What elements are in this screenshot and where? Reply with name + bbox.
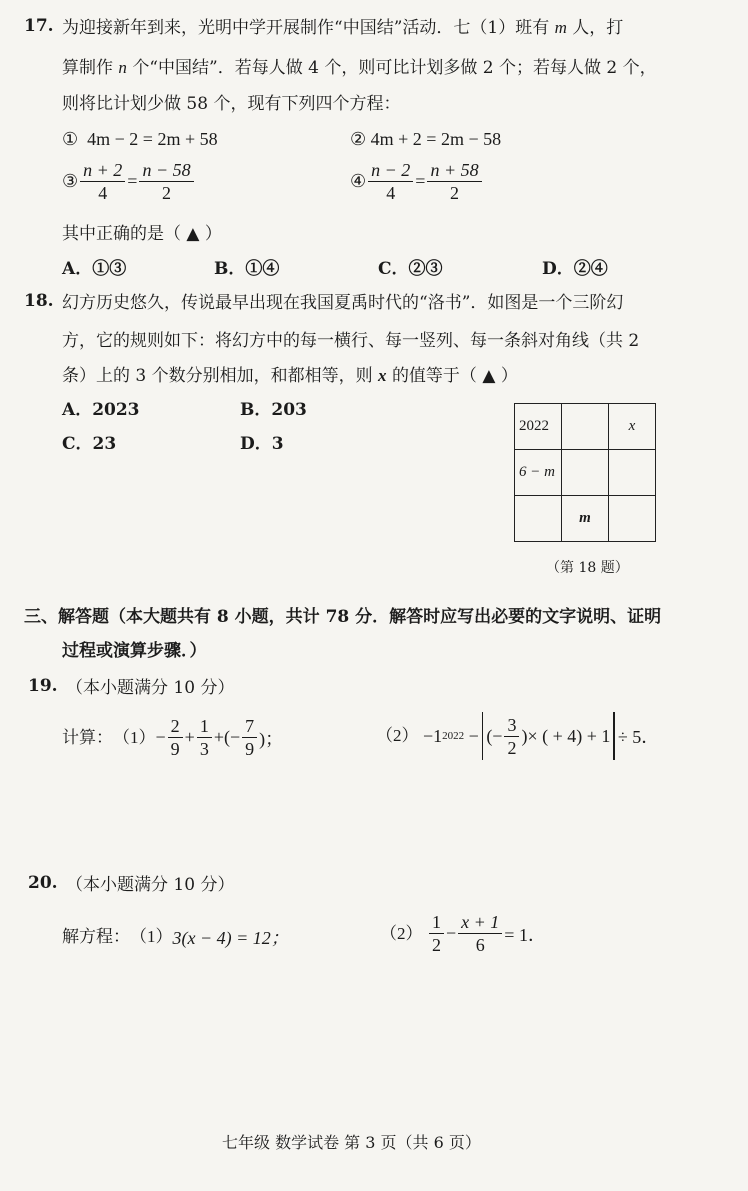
q19-score: （本小题满分 10 分） (66, 678, 235, 698)
q19-label: 计算： (62, 727, 113, 747)
section3-title: 三、解答题 (24, 607, 109, 627)
q17-eq4-right-fraction: $\frac{n + 58}{2}$ (427, 160, 481, 203)
q20-p1-equation: 3(x − 4) = 12； (172, 928, 289, 948)
q20-fraction: $\frac{1}{2}$ (429, 912, 444, 955)
q17-eq3 (62, 160, 196, 203)
q17-line1 (62, 16, 623, 40)
q17-eq3-left-fraction: $\frac{n + 2}{4}$ (80, 160, 125, 203)
q17-line2-a: 算制作 (62, 58, 113, 78)
q17-eq3-right-fraction: $\frac{n - 58}{2}$ (139, 160, 193, 203)
q18-line3-b: 的值等于（ ▲ ） (391, 366, 518, 386)
q19-fraction: $\frac{1}{3}$ (197, 716, 212, 759)
q17-eq4-left-fraction: $\frac{n - 2}{4}$ (368, 160, 413, 203)
grid-cell (515, 496, 562, 542)
grid-cell: 2022 (515, 404, 562, 450)
q18-number: 18. (24, 291, 54, 311)
grid-cell (609, 450, 656, 496)
q17-eq2 (350, 127, 501, 151)
magic-square-grid (514, 403, 656, 542)
q17-var-m: m (554, 18, 567, 37)
section3-note: （本大题共有 8 小题，共计 78 分．解答时应写出必要的文字说明、证明 (109, 607, 662, 627)
q20-label: 解方程： (62, 927, 130, 946)
q18-line3 (62, 364, 518, 388)
q20-fraction: $\frac{x + 1}{6}$ (458, 912, 502, 955)
grid-cell (609, 496, 656, 542)
q19-p1-label: （1） (113, 727, 156, 747)
q17-line2-b: 个“中国结”．若每人做 4 个，则可比计划多做 2 个；若每人做 2 个， (132, 58, 657, 78)
q20-score: （本小题满分 10 分） (66, 875, 235, 895)
q19-fraction: $\frac{2}{9}$ (168, 716, 183, 759)
q20-part2: （2） $\frac{1}{2}$ − $\frac{x + 1}{6}$ = 1． (380, 912, 546, 955)
grid-cell (562, 404, 609, 450)
abs-bar-right (613, 712, 615, 760)
q19-part2: （2） −1 2022 − (− $\frac{3}{2}$ ) × ( + 4) + 1 ÷ 5． (376, 712, 659, 760)
q17-option-d: D．②④ (542, 259, 608, 279)
q19-p2-base: −1 (423, 725, 443, 746)
q17-eq2-mark: ② (350, 129, 367, 149)
q18-line3-a: 条）上的 3 个数分别相加，和都相等，则 (62, 366, 373, 386)
q17-option-b: B．①④ (214, 259, 280, 279)
q17-eq3-mark: ③ (62, 171, 79, 191)
q18-option-b: B．203 (240, 400, 307, 420)
q17-var-n: n (118, 58, 127, 77)
q19-part1: 计算： （1） − $\frac{2}{9}$ + $\frac{1}{3}$ +(− $\frac{7}{9}$ )； (62, 716, 284, 759)
q17-eq2-text: 4m + 2 = 2m − 58 (370, 129, 502, 149)
q20-part1 (62, 924, 289, 950)
q17-eq4-mark: ④ (350, 171, 367, 191)
q18-option-a: A．2023 (62, 400, 140, 420)
q19-p2-fraction: $\frac{3}{2}$ (504, 715, 519, 758)
q19-number: 19. (28, 676, 58, 696)
q17-eq1-mark: ① (62, 129, 79, 149)
q17-line3: 则将比计划少做 58 个，现有下列四个方程： (62, 94, 401, 114)
q20-p2-label: （2） (380, 923, 423, 943)
q17-eq4 (350, 160, 484, 203)
q19-p2-tail: × ( + 4) + 1 (527, 725, 611, 746)
q17-option-c: C．②③ (378, 259, 443, 279)
q19-p2-label: （2） (376, 726, 419, 745)
q17-eq1-text: 4m − 2 = 2m + 58 (87, 129, 218, 149)
q17-prompt: 其中正确的是（ ▲ ） (62, 224, 222, 244)
grid-cell (562, 450, 609, 496)
grid-cell: 6 − m (515, 450, 562, 496)
section3-heading (24, 605, 661, 629)
q18-caption: （第 18 题） (546, 560, 629, 576)
q18-option-c: C．23 (62, 434, 117, 454)
q17-number: 17. (24, 16, 54, 36)
q18-var-x: x (378, 366, 387, 385)
q17-line1-end: 人，打 (572, 18, 624, 38)
grid-cell: x (609, 404, 656, 450)
q19-p2-exponent: 2022 (442, 730, 465, 742)
q19-p2-end: ÷ 5． (617, 727, 660, 747)
q17-eq4-equals: = (415, 171, 426, 191)
q17-line1-text: 为迎接新年到来，光明中学开展制作“中国结”活动．七（1）班有 (62, 18, 550, 38)
q20-number: 20. (28, 873, 58, 893)
q19-fraction: $\frac{7}{9}$ (242, 716, 257, 759)
q17-eq3-equals: = (127, 171, 138, 191)
q17-option-a: A．①③ (62, 259, 127, 279)
q17-eq1 (62, 127, 218, 151)
q17-line2 (62, 56, 657, 80)
abs-bar-left (482, 712, 484, 760)
section3-note2: 过程或演算步骤．） (62, 641, 207, 661)
q20-p1-label: （1） (130, 927, 173, 946)
page-footer: 七年级 数学试卷 第 3 页（共 6 页） (222, 1133, 481, 1152)
grid-cell: m (562, 496, 609, 542)
q18-option-d: D．3 (240, 434, 284, 454)
q20-p2-end: = 1． (504, 924, 546, 945)
q18-line1: 幻方历史悠久，传说最早出现在我国夏禹时代的“洛书”．如图是一个三阶幻 (62, 293, 624, 313)
q18-line2: 方，它的规则如下：将幻方中的每一横行、每一竖列、每一条斜对角线（共 2 (62, 331, 640, 351)
